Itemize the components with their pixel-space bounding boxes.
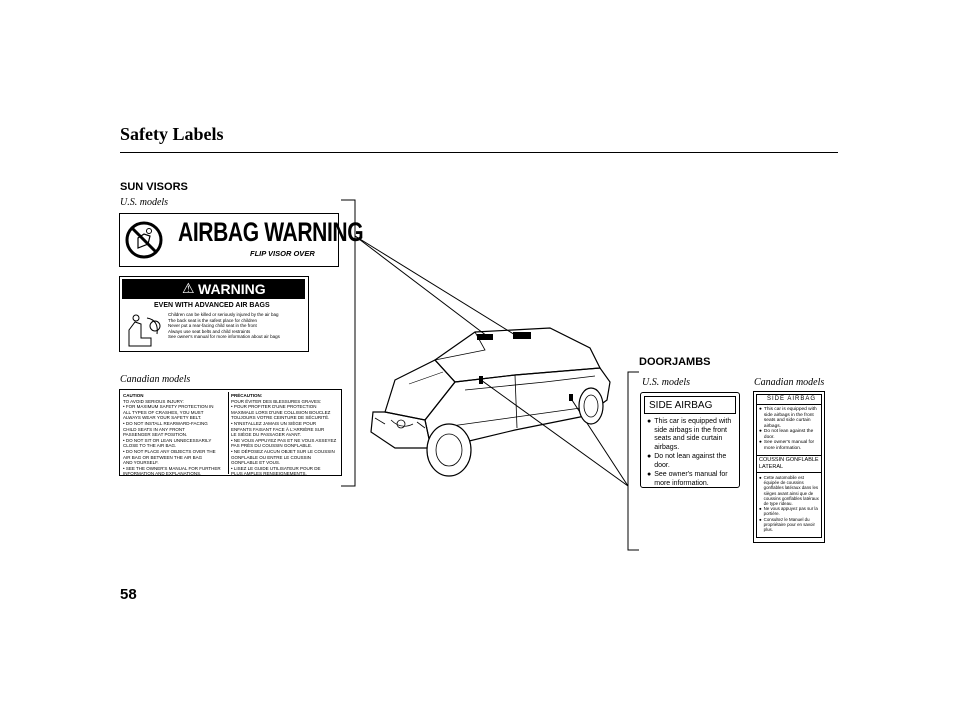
precaution-line: MAXIMALE LORS D'UNE COLLISION BOUCLEZ [231,409,331,415]
caution-line: • SEE THE OWNER'S MANUAL FOR FURTHER [123,465,221,471]
precaution-line: GONFLABLE OU ENTRE LE COUSSIN [231,454,312,460]
doorjambs-heading: DOORJAMBS [639,356,711,368]
warning-label [119,276,309,352]
precaution-line: • NE DÉPOSEZ AUCUN OBJET SUR LE COUSSIN [231,448,335,454]
warning-bullet: See owner's manual for more information about air bags [168,334,280,340]
child-seat-airbag-icon [125,312,165,348]
ca-en-bullet: ● Do not lean against the door. [759,429,820,440]
warning-title: WARNING [198,281,266,297]
doorjambs-canadian-caption: Canadian models [754,377,825,388]
ca-fr-bullet-text: Ne vous appuyez pas sur la portière. [763,506,818,517]
sun-visors-canadian-caption: Canadian models [120,374,191,385]
car-illustration [365,320,615,490]
airbag-warning-title: AIRBAG WARNING [178,217,364,247]
warning-bullet: Never put a rear-facing child seat in the front [168,323,257,329]
caution-line: ALL TYPES OF CRASHES, YOU MUST [123,409,204,415]
us-side-airbag-bullet-text: This car is equipped with side airbags in the front seats and side curtain airbags. [654,418,732,451]
ca-en-title-rule [757,404,821,405]
precaution-line: PLUS AMPLES RENSEIGNEMENTS. [231,471,307,477]
ca-en-title: SIDE AIRBAG [767,396,817,402]
caution-line: PASSENGER SEAT POSITION. [123,432,188,438]
precaution-line: POUR ÉVITER DES BLESSURES GRAVES: [231,398,322,404]
canadian-visor-french [231,393,341,477]
ca-fr-bullet: ● Cette automobile est équipée de coussins gonflables latéraux dans les sièges avant ainsi que de coussins gonflables latéraux de type rideau. [759,475,819,507]
warning-subtitle: EVEN WITH ADVANCED AIR BAGS [154,302,270,309]
precaution-line: • N'INSTALLEZ JAMAIS UN SIÈGE POUR [231,420,317,426]
ca-en-bullet: ● See owner's manual for more information. [759,440,820,451]
us-side-airbag-label [640,392,740,488]
precaution-line: • NE VOUS APPUYEZ PAS ET NE VOUS ASSEYEZ [231,437,337,443]
us-side-airbag-bullet-text: See owner's manual for more information. [654,471,728,487]
precaution-line: LE SIÈGE DU PASSAGER AVANT. [231,432,302,438]
airbag-warning-subtitle: FLIP VISOR OVER [250,249,315,258]
precaution-line: • POUR PROFITER D'UNE PROTECTION [231,404,317,410]
caution-line: AIR BAG OR BETWEEN THE AIR BAG [123,454,203,460]
warning-bullet: The back seat is the safest place for children [168,317,258,323]
ca-section-rule [757,455,821,456]
caution-line: CLOSE TO THE AIR BAG. [123,443,177,449]
us-side-airbag-header [644,396,736,414]
caution-line: • DO NOT PLACE ANY OBJECTS OVER THE [123,448,216,454]
caution-line: • FOR MAXIMUM SAFETY PROTECTION IN [123,404,214,410]
precaution-line: ENFANTS FAISANT FACE À L'ARRIÈRE SUR [231,426,325,432]
airbag-warning-label [119,213,364,267]
precaution-line: TOUJOURS VOTRE CEINTURE DE SÉCURITÉ. [231,415,330,421]
caution-line: • DO NOT INSTALL REARWARD-FACING [123,420,208,426]
ca-fr-bullet-text: Cette automobile est équipée de coussins gonflables latéraux dans les sièges avant ainsi que de coussins gonflables latéraux de type rideau. [763,475,819,507]
page-title: Safety Labels [120,124,224,144]
canadian-side-airbag-label [753,391,825,543]
ca-en-bullet: ● This car is equipped with side airbags in the front seats and side curtain airbags. [759,407,820,429]
us-side-airbag-bullets [647,418,737,488]
page-number: 58 [120,586,137,603]
caution-line: • DO NOT SIT OR LEAN UNNECESSARILY [123,437,212,443]
ca-fr-title-rule [757,472,821,473]
us-side-airbag-bullet: ● This car is equipped with side airbags in the front seats and side curtain airbags. [647,418,737,452]
precaution-line: PAS PRÈS DU COUSSIN GONFLABLE. [231,443,313,449]
us-side-airbag-bullet: ● See owner's manual for more information. [647,471,737,488]
caution-line: AND YOURSELF. [123,460,159,466]
precaution-line: GONFLABLE ET VOUS. [231,460,281,466]
caution-line: ALWAYS WEAR YOUR SAFETY BELT. [123,415,202,421]
caution-line: TO AVOID SERIOUS INJURY: [123,398,184,404]
ca-en-bullet-text: This car is equipped with side airbags in the front seats and side curtain airbags. [763,407,817,429]
caution-heading: CAUTION [123,393,144,398]
doorjambs-us-caption: U.S. models [642,377,691,388]
ca-fr-title: COUSSIN GONFLABLE LATERAL [759,457,819,470]
precaution-heading: PRÉCAUTION: [231,393,263,398]
warning-header [122,279,305,299]
sun-visors-us-caption: U.S. models [120,197,169,208]
us-side-airbag-bullet-text: Do not lean against the door. [654,453,727,469]
ca-fr-bullet: ● Consultez le Manuel du propriétaire pour en savoir plus. [759,517,820,533]
warning-bullet: Children can be killed or seriously injured by the air bag [168,312,279,317]
canadian-visor-divider [228,392,229,474]
caution-line: INFORMATION AND EXPLANATIONS. [123,471,202,477]
warning-triangle-icon: ⚠ [182,280,195,296]
sun-visors-heading: SUN VISORS [120,181,188,193]
precaution-line: • LISEZ LE GUIDE UTILISATEUR POUR DE [231,465,321,471]
warning-bullets [168,312,308,340]
canadian-visor-english [123,393,225,477]
ca-fr-bullets [759,475,820,532]
us-side-airbag-title: SIDE AIRBAG [649,400,713,411]
ca-fr-bullet: ● Ne vous appuyez pas sur la portière. [759,506,820,516]
us-side-airbag-bullet: ● Do not lean against the door. [647,453,737,470]
canadian-visor-label [119,389,342,476]
ca-en-bullets [759,407,820,451]
no-rear-child-seat-icon [124,218,164,262]
caution-line: CHILD SEATS IN ANY FRONT [123,426,185,432]
canadian-side-airbag-inner [756,394,822,538]
ca-en-bullet-text: Do not lean against the door. [763,429,814,440]
warning-bullet: Always use seat belts and child restraints [168,328,251,334]
ca-en-bullet-text: See owner's manual for more information. [763,440,815,451]
ca-fr-bullet-text: Consultez le Manuel du propriétaire pour en savoir plus. [763,516,815,533]
